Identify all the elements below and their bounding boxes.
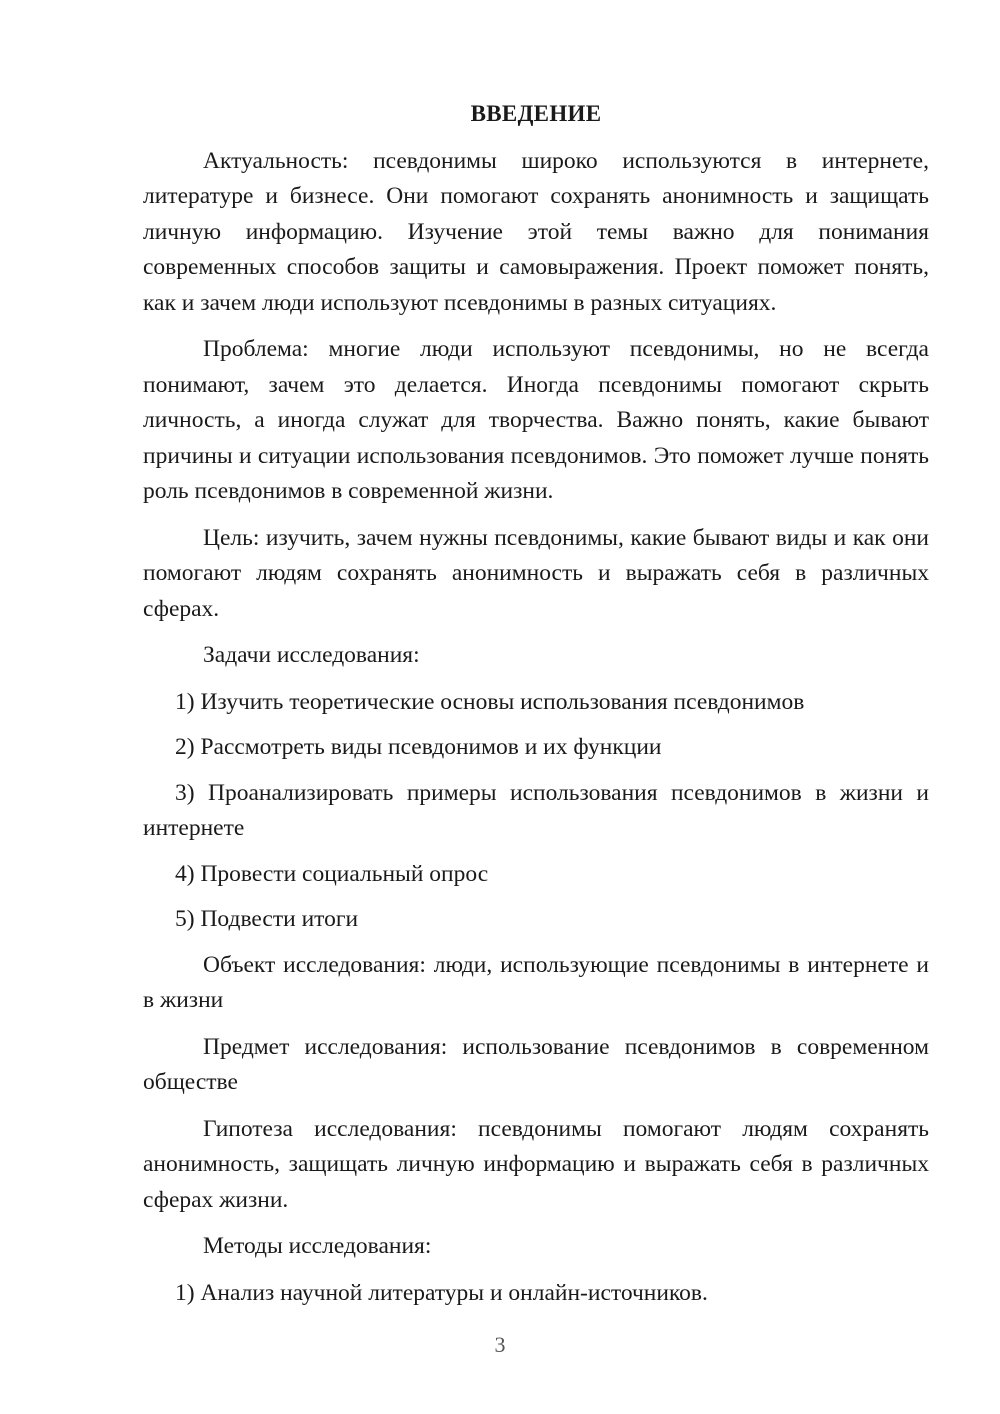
relevance-paragraph: Актуальность: псевдонимы широко используются в интернете, литературе и бизнесе. Они помогают сохранять анонимность и защищать личную информацию. Изучение этой темы важно для понимания современных способов защиты и самовыражения. Проект поможет понять, как и зачем люди используют псевдонимы в разных ситуациях. bbox=[143, 147, 929, 316]
task-item-5: 5) Подвести итоги bbox=[175, 906, 359, 932]
problem-paragraph: Проблема: многие люди используют псевдонимы, но не всегда понимают, зачем это делается. Иногда псевдонимы помогают скрыть личность, а иногда служат для творчества. Важно понять, какие бывают причины и ситуации использования псевдонимов. Это поможет лучше понять роль псевдонимов в современной жизни. bbox=[143, 336, 929, 504]
page-number: 3 bbox=[494, 1332, 506, 1357]
task-item-2: 2) Рассмотреть виды псевдонимов и их функции bbox=[175, 734, 662, 760]
methods-heading: Методы исследования: bbox=[203, 1233, 432, 1259]
page-title: ВВЕДЕНИЕ bbox=[470, 101, 602, 126]
tasks-heading: Задачи исследования: bbox=[203, 642, 420, 668]
goal-paragraph: Цель: изучить, зачем нужны псевдонимы, какие бывают виды и как они помогают людям сохранять анонимность и выражать себя в различных сферах. bbox=[143, 524, 929, 622]
object-paragraph: Объект исследования: люди, использующие псевдонимы в интернете и в жизни bbox=[143, 951, 929, 1013]
task-item-1: 1) Изучить теоретические основы использования псевдонимов bbox=[175, 688, 805, 715]
subject-paragraph: Предмет исследования: использование псевдонимов в современном обществе bbox=[143, 1033, 929, 1095]
task-item-4: 4) Провести социальный опрос bbox=[175, 860, 489, 887]
task-item-3: 3) Проанализировать примеры использования псевдонимов в жизни и интернете bbox=[143, 779, 929, 841]
document-body bbox=[143, 96, 929, 1321]
hypothesis-paragraph: Гипотеза исследования: псевдонимы помогают людям сохранять анонимность, защищать личную информацию и выражать себя в различных сферах жизни. bbox=[143, 1115, 929, 1213]
method-item-1: 1) Анализ научной литературы и онлайн-источников. bbox=[175, 1279, 708, 1306]
